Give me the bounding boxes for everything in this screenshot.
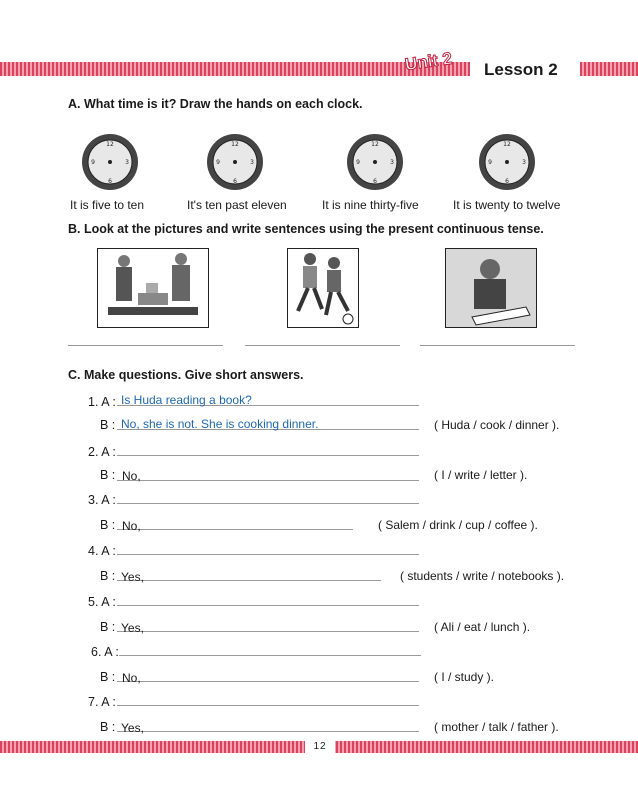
writing-line[interactable]: [245, 345, 400, 346]
svg-text:6: 6: [373, 178, 377, 185]
answer-label: B :: [100, 518, 116, 532]
answer-label: B :: [100, 418, 116, 432]
svg-text:9: 9: [216, 159, 220, 166]
clock-icon[interactable]: [205, 132, 265, 192]
unit-label: Unit 2: [403, 48, 454, 75]
answer-line[interactable]: [117, 681, 419, 682]
question-label: 4. A :: [88, 544, 116, 558]
svg-text:12: 12: [106, 141, 114, 148]
question-answer: Is Huda reading a book?: [121, 393, 252, 407]
svg-text:3: 3: [390, 159, 394, 166]
lesson-box: [470, 57, 580, 83]
answer-label: B :: [100, 720, 116, 734]
svg-text:3: 3: [250, 159, 254, 166]
hint-text: ( Huda / cook / dinner ).: [434, 418, 560, 432]
header-band: [0, 62, 470, 76]
question-label: 7. A :: [88, 695, 116, 709]
short-answer: Yes,: [121, 721, 144, 735]
clock-caption: It's ten past eleven: [187, 198, 287, 212]
short-answer: No,: [122, 519, 141, 533]
section-b-title: B. Look at the pictures and write sentences using the present continuous tense.: [68, 222, 544, 236]
hint-text: ( Ali / eat / lunch ).: [434, 620, 531, 634]
svg-text:6: 6: [233, 178, 237, 185]
svg-text:6: 6: [505, 178, 509, 185]
clock-caption: It is nine thirty-five: [322, 198, 419, 212]
svg-text:12: 12: [371, 141, 379, 148]
short-answer: No,: [122, 671, 141, 685]
question-line[interactable]: [117, 554, 419, 555]
question-label: 1. A :: [88, 395, 116, 409]
short-answer: Yes,: [121, 621, 144, 635]
answer-line[interactable]: [117, 529, 353, 530]
answer-line[interactable]: [117, 631, 419, 632]
page-number: 12: [305, 740, 335, 754]
svg-text:12: 12: [231, 141, 239, 148]
man-writing-image: [445, 248, 537, 328]
answer-label: B :: [100, 670, 116, 684]
clock-icon[interactable]: [80, 132, 140, 192]
short-answer: Yes,: [121, 570, 144, 584]
clock-icon[interactable]: [345, 132, 405, 192]
question-line[interactable]: [119, 655, 421, 656]
question-label: 2. A :: [88, 445, 116, 459]
svg-text:3: 3: [125, 159, 129, 166]
hint-text: ( Salem / drink / cup / coffee ).: [378, 518, 538, 532]
svg-text:6: 6: [108, 178, 112, 185]
clock-caption: It is twenty to twelve: [453, 198, 561, 212]
hint-text: ( I / write / letter ).: [434, 468, 528, 482]
answer-line[interactable]: [117, 731, 419, 732]
header-band-right: [580, 62, 638, 76]
question-line[interactable]: [117, 705, 419, 706]
answer-label: B :: [100, 620, 116, 634]
writing-line[interactable]: [420, 345, 575, 346]
section-a-title: A. What time is it? Draw the hands on each clock.: [68, 97, 363, 111]
question-label: 3. A :: [88, 493, 116, 507]
svg-text:9: 9: [488, 159, 492, 166]
svg-text:9: 9: [356, 159, 360, 166]
short-answer: No, she is not. She is cooking dinner.: [121, 417, 319, 431]
lesson-label: Lesson 2: [484, 60, 558, 79]
question-line[interactable]: [117, 503, 419, 504]
hint-text: ( students / write / notebooks ).: [400, 569, 565, 583]
hint-text: ( mother / talk / father ).: [434, 720, 559, 734]
shop-scene-image: [97, 248, 209, 328]
question-line[interactable]: [117, 605, 419, 606]
answer-label: B :: [100, 468, 116, 482]
question-line[interactable]: [117, 455, 419, 456]
answer-line[interactable]: [117, 480, 419, 481]
writing-line[interactable]: [68, 345, 223, 346]
clock-icon[interactable]: [477, 132, 537, 192]
answer-line[interactable]: [117, 580, 381, 581]
svg-text:3: 3: [522, 159, 526, 166]
short-answer: No,: [122, 469, 141, 483]
hint-text: ( I / study ).: [434, 670, 495, 684]
question-label: 5. A :: [88, 595, 116, 609]
svg-text:12: 12: [503, 141, 511, 148]
answer-label: B :: [100, 569, 116, 583]
question-label: 6. A :: [91, 645, 119, 659]
clock-caption: It is five to ten: [70, 198, 145, 212]
svg-text:9: 9: [91, 159, 95, 166]
football-players-image: [287, 248, 359, 328]
section-c-title: C. Make questions. Give short answers.: [68, 368, 304, 382]
